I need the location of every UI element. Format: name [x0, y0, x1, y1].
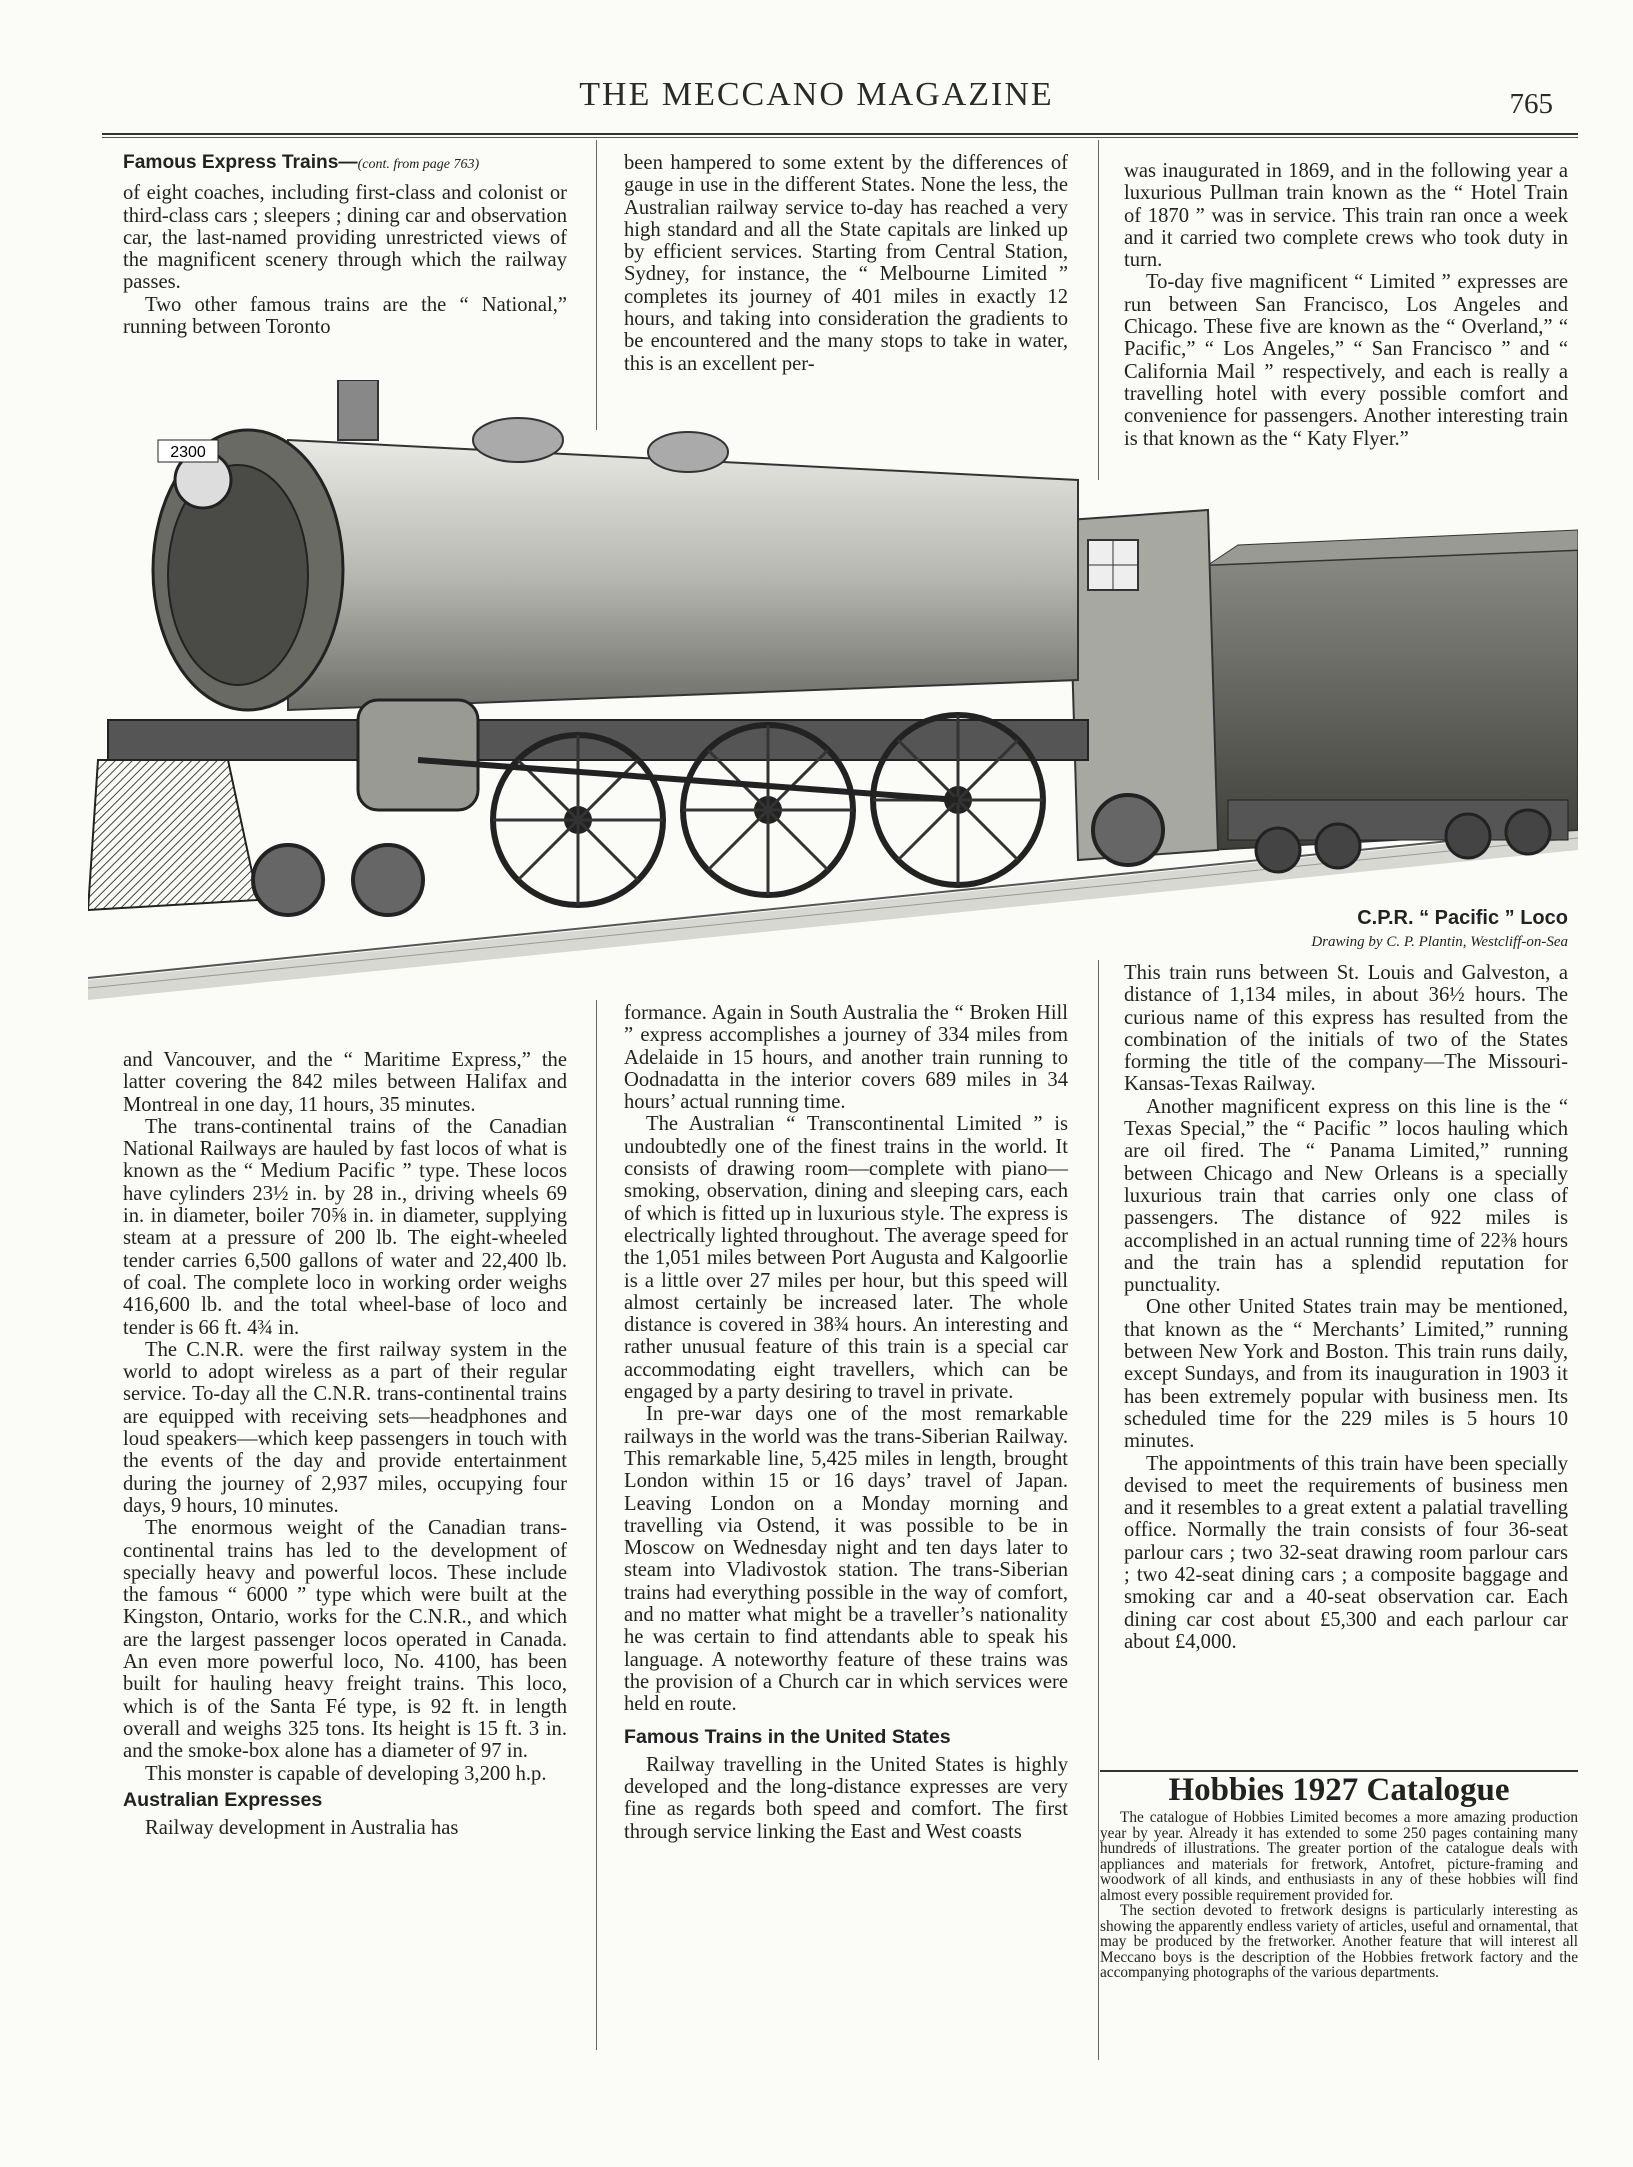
cylinder — [358, 700, 478, 810]
paragraph: Railway travelling in the United States is highly developed and the long-distance expresses are very fine as regards both speed and comfort. The first through service linking the East and West coasts — [624, 1753, 1068, 1843]
subheading-famous-trains-us: Famous Trains in the United States — [624, 1725, 951, 1748]
tender — [1208, 530, 1578, 872]
driving-wheel — [683, 725, 853, 895]
paragraph: The enormous weight of the Canadian trans-continental trains has led to the development of specially heavy and powerful locos. These include the famous “ 6000 ” type which were built at the Kingston, Ontario, works for the C.N.R., and which are the largest passenger locos operated in Canada. An even more powerful loco, No. 4100, has been built for hauling heavy freight trains. This loco, which is of the Santa Fé type, is 92 ft. in length overall and weighs 325 tons. Its height is 15 ft. 3 in. and the smoke-box alone has a diameter of 97 in. — [123, 1517, 567, 1763]
paragraph: of eight coaches, including first-class and colonist or third-class cars ; sleepers ; dining car and observation car, the last-named providing unrestricted views of the magnificent scenery through which the railway passes. — [123, 182, 567, 294]
loco-number: 2300 — [170, 444, 206, 461]
section-heading — [123, 152, 567, 176]
column-3-bottom — [1124, 962, 1568, 1653]
column-2-top — [624, 152, 1068, 375]
paragraph: In pre-war days one of the most remarkable railways in the world was the trans-Siberian Railway. This remarkable line, 5,425 miles in length, brought London within 15 or 16 days’ travel of Japan. Leaving London on a Monday morning and travelling via Ostend, it was possible to be in Moscow on Wednesday night and ten days later to steam into Vladivostok station. The trans-Siberian trains had everything possible in the way of comfort, and no matter what might be a traveller’s nationality he was certain to find attendants able to speak his language. A noteworthy feature of these trains was the provision of a Church car in which services were held en route. — [624, 1403, 1068, 1716]
leading-wheel — [253, 845, 323, 915]
paragraph: The appointments of this train have been specially devised to meet the requirements of business men and it resembles to a great extent a palatial travelling office. Normally the train consists of four 36-seat parlour cars ; two 32-seat drawing room parlour cars ; two 42-seat dining cars ; a composite baggage and smoking car and a 40-seat observation car. Each dining car cost about £5,300 and each parlour car about £4,000. — [1124, 1452, 1568, 1653]
column-divider — [1098, 960, 1099, 2060]
locomotive-illustration — [88, 380, 1578, 1000]
page-header — [0, 0, 1633, 130]
hobbies-title: Hobbies 1927 Catalogue — [1168, 1772, 1510, 1808]
magazine-title: THE MECCANO MAGAZINE — [579, 76, 1054, 113]
smokestack — [338, 380, 378, 440]
driving-wheel — [493, 735, 663, 905]
sand-dome — [648, 432, 728, 472]
paragraph: The C.N.R. were the first railway system in the world to adopt wireless as a part of their regular service. To-day all the C.N.R. trans-continental trains are equipped with receiving sets—headphones and loud speakers—which keep passengers in touch with the events of the day and provide entertainment during the journey of 2,937 miles, occupying four days, 9 hours, 10 minutes. — [123, 1338, 567, 1517]
page-number: 765 — [1509, 88, 1553, 120]
paragraph: Railway development in Australia has — [145, 1817, 459, 1840]
illustration-credit: Drawing by C. P. Plantin, Westcliff-on-Sea — [1311, 934, 1568, 950]
column-1-top — [123, 152, 567, 338]
illustration-caption: C.P.R. “ Pacific ” Loco — [1357, 907, 1568, 929]
header-rule — [102, 133, 1578, 135]
header-rule-thin — [102, 137, 1578, 138]
steam-dome — [473, 418, 563, 462]
column-1-bottom — [123, 1049, 567, 1839]
smokebox — [153, 430, 343, 710]
subheading-australian-expresses: Australian Expresses — [123, 1788, 323, 1811]
paragraph: The Australian “ Transcontinental Limited ” is undoubtedly one of the finest trains in the world. It consists of drawing room—complete with piano—smoking, observation, dining and sleeping cars, each of which is fitted up in luxurious style. The express is electrically lighted throughout. The average speed for the 1,051 miles between Port Augusta and Kalgoorlie is a little over 27 miles per hour, but this speed will almost certainly be increased later. The whole distance is covered in 38¾ hours. An interesting and rather unusual feature of this train is a special car accommodating eight travellers, which can be engaged by a party desiring to travel in private. — [624, 1113, 1068, 1404]
paragraph: One other United States train may be mentioned, that known as the “ Merchants’ Limited,” running between New York and Boston. This train runs daily, except Sundays, and from its inauguration in 1903 it has been extremely popular with business men. Its scheduled time for the 229 miles is 5 hours 10 minutes. — [1124, 1296, 1568, 1453]
continued-note: (cont. from page 763) — [357, 157, 480, 172]
paragraph: This monster is capable of developing 3,200 h.p. — [145, 1762, 547, 1785]
pilot-cowcatcher — [88, 760, 258, 910]
boiler — [288, 380, 1078, 710]
leading-wheel — [353, 845, 423, 915]
paragraph: Two other famous trains are the “ National,” running between Toronto — [123, 293, 567, 339]
paragraph: This train runs between St. Louis and Galveston, a distance of 1,134 miles, in about 36½ hours. The curious name of this express has resulted from the combination of the initials of two of the States forming the title of the company—The Missouri-Kansas-Texas Railway. — [1124, 962, 1568, 1096]
paragraph: formance. Again in South Australia the “ Broken Hill ” express accomplishes a journey of 334 miles from Adelaide in 15 hours, and another train running to Oodnadatta in the interior covers 689 miles in 34 hours’ actual running time. — [624, 1002, 1068, 1114]
heading-text: Famous Express Trains— — [123, 152, 358, 173]
paragraph: been hampered to some extent by the differences of gauge in use in the different States. None the less, the Australian railway service to-day has reached a very high standard and all the State capitals are linked up by efficient services. Starting from Central Station, Sydney, for instance, the “ Melbourne Limited ” completes its journey of 401 miles in exactly 12 hours, and taking into consideration the gradients to be encountered and the many stops to take in water, this is an excellent per- — [624, 152, 1068, 375]
paragraph: The catalogue of Hobbies Limited becomes a more amazing production year by year. Already it has extended to some 250 pages containing many hundreds of illustrations. The greater portion of the catalogue deals with appliances and materials for fretwork, Antofret, picture-framing and woodwork of all kinds, and enthusiasts in any of these hobbies will find almost every possible requirement provided for. — [1100, 1809, 1578, 1904]
column-2-bottom — [624, 1002, 1068, 1843]
hobbies-article — [1100, 1810, 1578, 1981]
paragraph: and Vancouver, and the “ Maritime Express,” the latter covering the 842 miles between Halifax and Montreal in one day, 11 hours, 35 minutes. — [123, 1049, 567, 1116]
paragraph: The section devoted to fretwork designs is particularly interesting as showing the apparently endless variety of articles, useful and ornamental, that may be produced by the fretworker. Another feature that will interest all Meccano boys is the description of the Hobbies fretwork factory and the accompanying photographs of the various departments. — [1100, 1902, 1578, 1981]
column-divider — [596, 1000, 597, 2050]
paragraph: Another magnificent express on this line is the “ Texas Special,” the “ Pacific ” locos hauling which are oil fired. The “ Panama Limited,” running between Chicago and New Orleans is a specially luxurious train that carries only one class of passengers. The distance of 922 miles is accomplished in an actual running time of 22⅜ hours and the train has a splendid reputation for punctuality. — [1124, 1095, 1568, 1297]
paragraph: To-day five magnificent “ Limited ” expresses are run between San Francisco, Los Angeles and Chicago. These five are known as the “ Overland,” “ Pacific,” “ Los Angeles,” “ San Francisco ” and “ California Mail ” respectively, and each is really a travelling hotel with every possible comfort and convenience for passengers. Another interesting train is that known as the “ Katy Flyer.” — [1124, 271, 1568, 450]
trailing-wheel — [1093, 795, 1163, 865]
paragraph: The trans-continental trains of the Canadian National Railways are hauled by fast locos of what is known as the “ Medium Pacific ” type. These locos have cylinders 23½ in. by 28 in., driving wheels 69 in. in diameter, boiler 70⅝ in. in diameter, supplying steam at a pressure of 200 lb. The eight-wheeled tender carries 6,500 gallons of water and 22,400 lb. of coal. The complete loco in working order weighs 416,600 lb. and the total wheel-base of loco and tender is 66 ft. 4¾ in. — [123, 1115, 567, 1339]
paragraph: was inaugurated in 1869, and in the following year a luxurious Pullman train known as the “ Hotel Train of 1870 ” was in service. This train ran once a week and it carried two complete crews who took duty in turn. — [1124, 160, 1568, 272]
